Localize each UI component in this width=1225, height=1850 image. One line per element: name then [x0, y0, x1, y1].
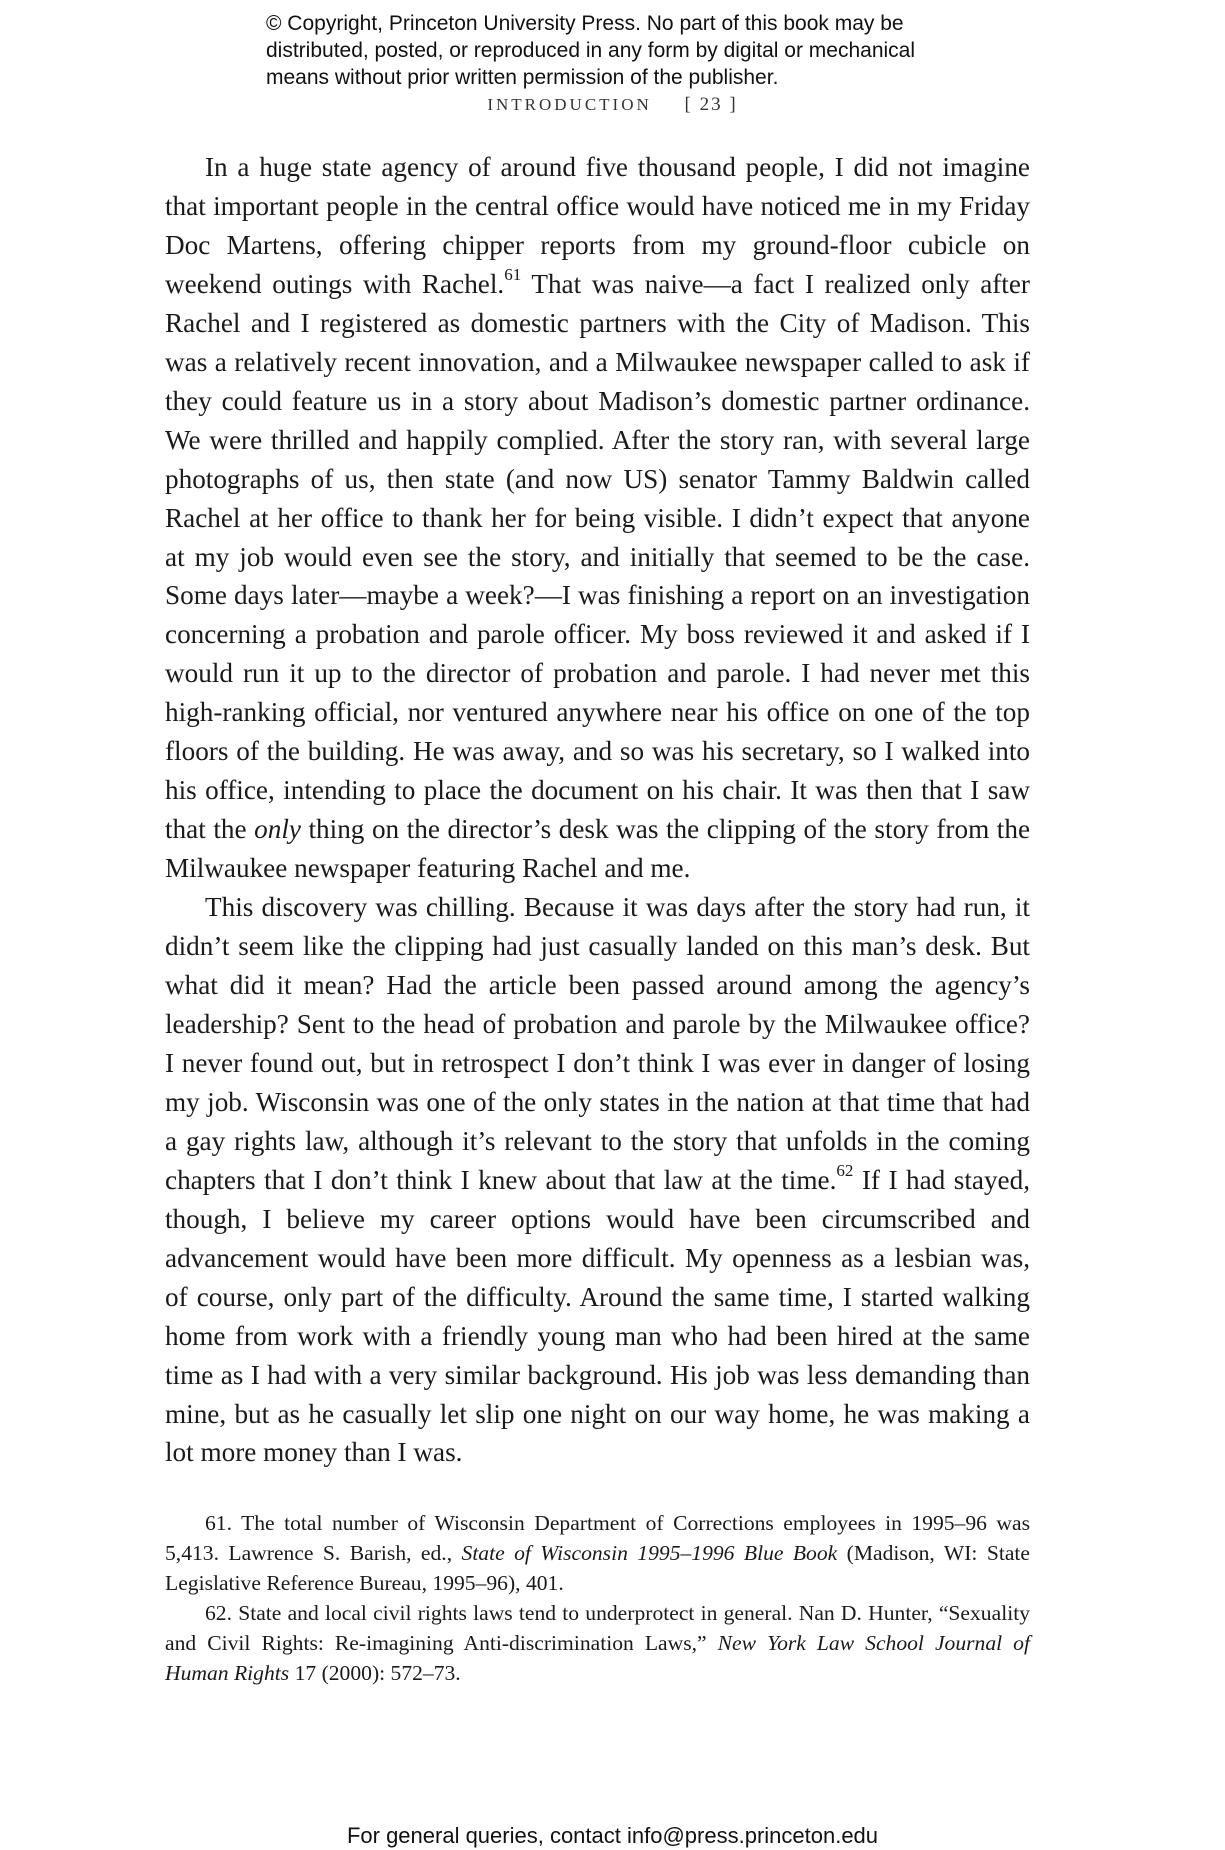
paragraph-1-emphasis: only [254, 814, 301, 845]
paragraph-2 [165, 888, 1030, 1472]
paragraph-1-text-a: In a huge state agency of around five thousand people, I did not imagine that important people in the central office would have noticed me in my Friday Doc Martens, offering chipper reports from my ground-floor cubicle on weekend outings with Rachel. [165, 152, 1030, 299]
paragraph-1 [165, 148, 1030, 888]
footnote-ref-61: 61 [504, 264, 522, 284]
paragraph-1-text-b: That was naive—a fact I realized only after Rachel and I registered as domestic partners with the City of Madison. This was a relatively recent innovation, and a Milwaukee newspaper called to ask if they could feature us in a story about Madison’s domestic partner ordinance. We were thrilled and happily complied. After the story ran, with several large photographs of us, then state (and now US) senator Tammy Baldwin called Rachel at her office to thank her for being visible. I didn’t expect that anyone at my job would even see the story, and initially that seemed to be the case. Some days later—maybe a week?—I was finishing a report on an investigation concerning a probation and parole officer. My boss reviewed it and asked if I would run it up to the director of probation and parole. I had never met this high-ranking official, nor ventured anywhere near his office on one of the top floors of the building. He was away, and so was his secretary, so I walked into his office, intending to place the document on his chair. It was then that I saw that the [165, 268, 1030, 845]
footer-contact: For general queries, contact info@press.princeton.edu [346, 1823, 879, 1848]
footnote-62-text-b: 17 (2000): 572–73. [289, 1661, 461, 1685]
running-head [0, 94, 1225, 116]
page-number: [ 23 ] [684, 94, 738, 115]
footnote-61-text-a: 61. The total number of Wisconsin Department of Corrections employees in 1995–96 was 5,413. Lawrence S. Barish, ed., [165, 1511, 1030, 1565]
footnote-61 [165, 1508, 1030, 1598]
paragraph-1-text-c: thing on the director’s desk was the clipping of the story from the Milwaukee newspaper featuring Rachel and me. [165, 814, 1031, 884]
footnote-61-text-b: (Madison, WI: State Legislative Reference Bureau, 1995–96), 401. [165, 1541, 1030, 1595]
footnote-62 [165, 1598, 1030, 1688]
copyright-line-2: distributed, posted, or reproduced in any form by digital or mechanical [266, 39, 916, 62]
paragraph-2-text-b: If I had stayed, though, I believe my career options would have been circumscribed and advancement would have been more difficult. My openness as a lesbian was, of course, only part of the difficulty. Around the same time, I started walking home from work with a friendly young man who had been hired at the same time as I had with a very similar background. His job was less demanding than mine, but as he casually let slip one night on our way home, he was making a lot more money than I was. [165, 1164, 1030, 1468]
footnotes [165, 1508, 1030, 1688]
copyright-line-1: © Copyright, Princeton University Press. No part of this book may be [266, 12, 904, 35]
paragraph-2-text-a: This discovery was chilling. Because it was days after the story had run, it didn’t seem like the clipping had just casually landed on this man’s desk. But what did it mean? Had the article been passed around among the agency’s leadership? Sent to the head of probation and parole by the Milwaukee office? I never found out, but in retrospect I don’t think I was ever in danger of losing my job. Wisconsin was one of the only states in the nation at that time that had a gay rights law, although it’s relevant to the story that unfolds in the coming chapters that I don’t think I knew about that law at the time. [165, 892, 1030, 1195]
section-title: INTRODUCTION [487, 95, 652, 114]
footnote-62-title: New York Law School Journal of Human Rights [165, 1631, 1030, 1685]
footnote-ref-62: 62 [836, 1160, 854, 1180]
copyright-notice [266, 10, 1026, 91]
footnote-61-title: State of Wisconsin 1995–1996 Blue Book [461, 1541, 838, 1565]
footnote-62-text-a: 62. State and local civil rights laws tend to underprotect in general. Nan D. Hunter, “Sexuality and Civil Rights: Re-imagining Anti-discrimination Laws,” [165, 1601, 1030, 1655]
body-text [165, 148, 1030, 1472]
copyright-line-3: means without prior written permission of the publisher. [266, 66, 779, 89]
